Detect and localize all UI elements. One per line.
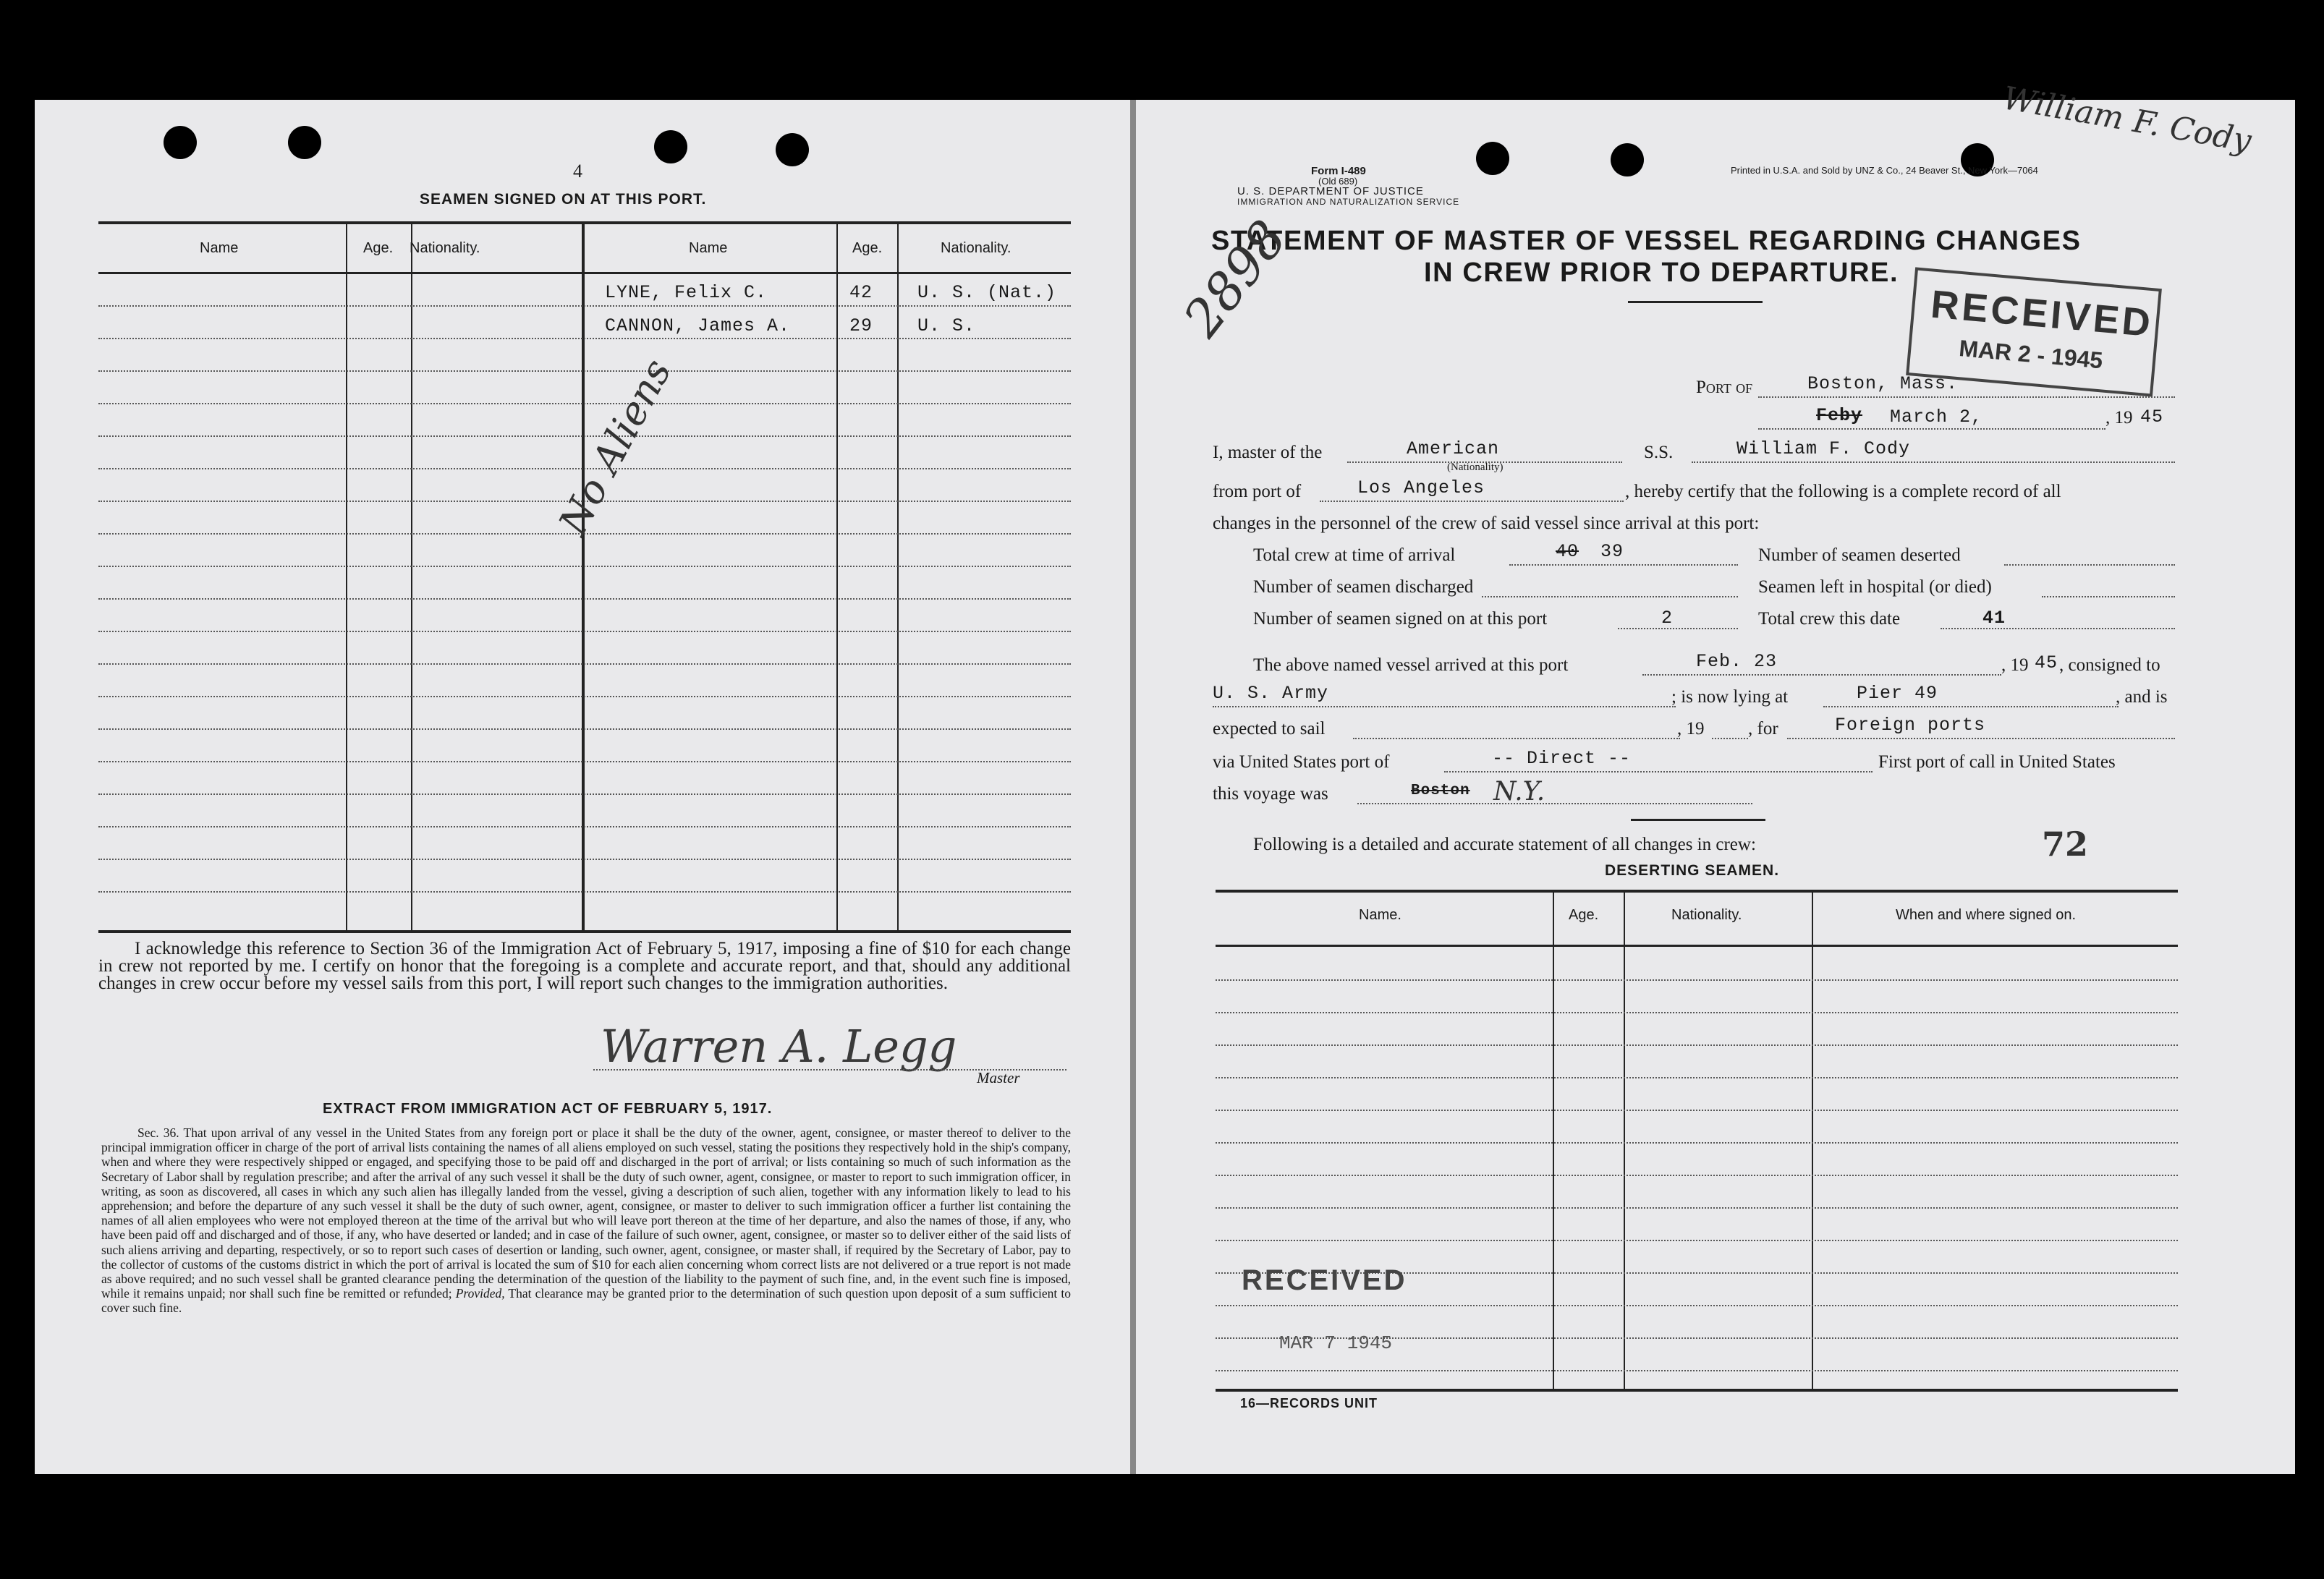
total-arrival-value: 39 (1600, 541, 1624, 562)
total-arrival-label: Total crew at time of arrival (1253, 545, 1456, 565)
column-divider (346, 221, 347, 930)
port-label: Port of (1696, 378, 1753, 397)
row-line (98, 305, 1071, 307)
sail-year-prefix: , 19 (1677, 719, 1705, 739)
column-divider (836, 221, 838, 930)
for-line (1787, 738, 2175, 739)
lying-label: ; is now lying at (1671, 687, 1789, 707)
row-line (98, 761, 1071, 762)
punch-hole (776, 133, 809, 166)
printer-line: Printed in U.S.A. and Sold by UNZ & Co., 24 Beaver St., New York—7064 (1731, 165, 2038, 176)
column-divider (582, 221, 585, 930)
column-header-age: Age. (363, 240, 394, 256)
punch-hole (1476, 142, 1509, 175)
records-unit: 16—RECORDS UNIT (1240, 1396, 1378, 1410)
following-label: Following is a detailed and accurate statement of all changes in crew: (1253, 835, 1756, 854)
deserting-table-bottom-rule (1216, 1389, 2178, 1392)
column-header-name: Name (689, 240, 728, 256)
signed-on-line (1618, 628, 1738, 629)
vessel-line (1692, 461, 2175, 463)
discharged-line (1482, 596, 1738, 597)
consignee-value: U. S. Army (1213, 683, 1329, 704)
department-name: U. S. DEPARTMENT OF JUSTICE (1237, 185, 1424, 197)
table-row-nationality: U. S. (917, 315, 976, 336)
vessel-value: William F. Cody (1736, 438, 1911, 459)
bottom-received-stamp: RECEIVED (1242, 1264, 1407, 1296)
sail-year-line (1712, 738, 1748, 739)
deserting-column-signed-on: When and where signed on. (1896, 907, 2077, 923)
table-row-nationality: U. S. (Nat.) (917, 282, 1057, 303)
total-arrival-line (1509, 564, 1738, 566)
extract-provided: Provided, (455, 1286, 505, 1301)
master-of-label: I, master of the (1213, 443, 1323, 462)
changes-text: changes in the personnel of the crew of said vessel since arrival at this port: (1213, 514, 1760, 533)
nationality-caption: (Nationality) (1447, 461, 1504, 473)
handwritten-no-aliens: No Aliens (550, 352, 680, 542)
year-prefix: , 19 (2105, 408, 2133, 427)
row-line (1216, 1370, 2178, 1371)
hospital-line (2042, 596, 2175, 597)
row-line (1216, 1044, 2178, 1046)
from-port-label: from port of (1213, 482, 1302, 501)
date-line (1758, 428, 2105, 430)
port-value: Boston, Mass. (1807, 373, 1959, 394)
arrived-year-value: 45 (2035, 652, 2058, 673)
master-signature: Warren A. Legg (601, 1020, 957, 1073)
row-line (1216, 1077, 2178, 1078)
table-row-age: 29 (849, 315, 873, 336)
received-stamp-text: RECEIVED (1929, 282, 2155, 346)
column-divider (411, 221, 412, 930)
table-header-rule (98, 272, 1071, 274)
row-line (98, 826, 1071, 827)
form-number: Form I-489 (1311, 165, 1366, 177)
punch-hole (164, 126, 197, 159)
arrived-year-prefix: , 19 (2001, 655, 2029, 675)
and-is-label: , and is (2116, 687, 2168, 707)
row-line (98, 859, 1071, 860)
row-line (98, 370, 1071, 372)
page-fold (1130, 100, 1136, 1474)
column-header-name: Name (200, 240, 239, 256)
column-header-age: Age. (852, 240, 883, 256)
deserting-table-top-rule (1216, 890, 2178, 893)
punch-hole (1611, 143, 1644, 176)
lying-value: Pier 49 (1857, 683, 1938, 704)
hospital-label: Seamen left in hospital (or died) (1758, 577, 1992, 597)
received-stamp-date: MAR 2 - 1945 (1958, 335, 2104, 374)
row-line (1216, 1305, 2178, 1306)
row-line (98, 566, 1071, 567)
via-label: via United States port of (1213, 752, 1390, 772)
consignee-line (1213, 706, 1676, 707)
extract-title: EXTRACT FROM IMMIGRATION ACT OF FEBRUARY 5, 1917. (323, 1101, 773, 1117)
certify-text: , hereby certify that the following is a complete record of all (1625, 482, 2061, 501)
deserting-column-nationality: Nationality. (1671, 907, 1742, 923)
deserting-table-header-rule (1216, 945, 2178, 947)
row-line (98, 435, 1071, 437)
column-divider (1553, 890, 1554, 1389)
changes-count: 72 (2042, 825, 2089, 864)
handwritten-file-number: 2898 (1172, 209, 1299, 348)
title-rule (1628, 301, 1763, 303)
table-row-name: LYNE, Felix C. (605, 282, 768, 303)
punch-hole (654, 130, 687, 163)
date-struck: Feby (1816, 405, 1863, 426)
table-row-age: 42 (849, 282, 873, 303)
total-date-line (1941, 628, 2175, 629)
via-line (1444, 771, 1873, 773)
acknowledgement-text: I acknowledge this reference to Section 36 of the Immigration Act of February 5, 1917, imposing a fine of $10 for each change in crew not reported by me. I certify on honor that the foregoing is a complete and accurate report, and that, should any additional changes in crew occur before my vessel sails from this port, I will report such changes to the immigration authorities. (98, 939, 1071, 993)
bottom-received-date: MAR 7 1945 (1279, 1332, 1393, 1354)
deserting-column-age: Age. (1569, 907, 1599, 923)
form-title: STATEMENT OF MASTER OF VESSEL REGARDING CHANGES (1211, 226, 2082, 256)
lying-line (1823, 706, 2119, 707)
form-title-line2: IN CREW PRIOR TO DEPARTURE. (1424, 258, 1899, 288)
column-divider (1812, 890, 1813, 1389)
row-line (1216, 1207, 2178, 1209)
page-number: 4 (573, 161, 582, 182)
signature-role: Master (977, 1069, 1020, 1086)
signed-on-value: 2 (1661, 608, 1674, 629)
extract-text (101, 1125, 1071, 1316)
column-header-nationality: Nationality. (410, 240, 480, 256)
total-arrival-struck: 40 (1556, 541, 1579, 562)
voyage-struck: Boston (1411, 783, 1470, 799)
row-line (98, 403, 1071, 404)
expected-line (1353, 738, 1680, 739)
row-line (98, 793, 1071, 795)
row-line (98, 891, 1071, 893)
discharged-label: Number of seamen discharged (1253, 577, 1474, 597)
first-port-label: First port of call in United States (1878, 752, 2116, 772)
total-date-value: 41 (1982, 608, 2006, 629)
row-line (1216, 1175, 2178, 1176)
column-header-nationality: Nationality. (941, 240, 1012, 256)
voyage-line (1357, 803, 1752, 804)
extract-body: Sec. 36. That upon arrival of any vessel in the United States from any foreign port or place it shall be the duty of the owner, agent, consignee, or master thereof to deliver to the principal immigration officer in charge of the port of arrival lists containing the names of all aliens employed on such vessel, stating the positions they respectively hold in the ship's company, when and where they were respectively shipped or engaged, and specifying those to be paid off and discharged in the port of arrival; or lists containing so much of such information as the Secretary of Labor shall by regulation prescribe; and after the arrival of any such vessel it shall be the duty of such owner, agent, consignee, or master to report to such immigration officer, in writing, as soon as discovered, all cases in which any such alien has illegally landed from the vessel, giving a description of such alien, together with any information likely to lead to his apprehension; and before the departure of any such vessel it shall be the duty of such owner, agent, consignee, or master to deliver to such immigration officer a further list containing the names of all alien employees who were not employed thereon at the time of the arrival but who will leave port thereon at the time of her departure, and also the names of those, if any, who have been paid off and discharged and of those, if any, who have deserted or landed; and in case of the failure of such owner, agent, consignee, or master so to deliver either of the said lists of such aliens arriving and departing, respectively, or so to report such cases of desertion or landing, such owner, agent, consignee, or master shall, if required by the Secretary of Labor, pay to the collector of customs of the customs district in which the port of arrival is located the sum of $10 for each alien concerning whom correct lists are not delivered or a true report is not made as above required; and no such vessel shall be granted clearance pending the determination of the question of the liability to the payment of such fine, and, in the event such fine is imposed, while it remains unpaid; nor shall such fine be remitted or refunded; (101, 1125, 1071, 1301)
service-name: IMMIGRATION AND NATURALIZATION SERVICE (1237, 197, 1460, 207)
arrived-line (1642, 674, 2001, 676)
row-line (98, 663, 1071, 665)
row-line (1216, 1240, 2178, 1241)
section-rule (1631, 819, 1765, 821)
deserting-column-name: Name. (1359, 907, 1401, 923)
punch-hole (288, 126, 321, 159)
signed-on-label: Number of seamen signed on at this port (1253, 609, 1548, 629)
from-port-value: Los Angeles (1357, 477, 1485, 498)
arrived-value: Feb. 23 (1696, 651, 1778, 672)
deserted-label: Number of seamen deserted (1758, 545, 1961, 565)
via-value: -- Direct -- (1492, 748, 1632, 769)
from-port-line (1320, 501, 1624, 502)
voyage-label: this voyage was (1213, 784, 1328, 804)
voyage-value: N.Y. (1493, 777, 1545, 806)
expected-label: expected to sail (1213, 719, 1326, 739)
handwritten-vessel-name: William F. Cody (2000, 80, 2255, 160)
left-table-title: SEAMEN SIGNED ON AT THIS PORT. (420, 191, 707, 208)
row-line (1216, 1110, 2178, 1111)
extract-body-end: That clearance may be granted prior to the determination of such question upon deposit of a sum sufficient to cover such fine. (101, 1286, 1071, 1316)
for-label: , for (1748, 719, 1778, 739)
for-value: Foreign ports (1835, 715, 1986, 736)
year-value: 45 (2140, 407, 2164, 427)
row-line (98, 338, 1071, 339)
deserting-title: DESERTING SEAMEN. (1605, 862, 1780, 879)
table-row-name: CANNON, James A. (605, 315, 791, 336)
row-line (98, 728, 1071, 730)
nationality-value: American (1407, 438, 1500, 459)
row-line (98, 631, 1071, 632)
table-bottom-rule (98, 930, 1071, 933)
date-value: March 2, (1890, 407, 1983, 427)
port-line (1758, 396, 2175, 398)
row-line (1216, 1012, 2178, 1013)
row-line (1216, 1142, 2178, 1144)
row-line (98, 696, 1071, 697)
column-divider (1624, 890, 1625, 1389)
ss-label: S.S. (1644, 443, 1674, 462)
deserted-line (2004, 564, 2175, 566)
total-date-label: Total crew this date (1758, 609, 1901, 629)
arrived-label: The above named vessel arrived at this port (1253, 655, 1569, 675)
consigned-label: , consigned to (2059, 655, 2160, 675)
column-divider (897, 221, 899, 930)
row-line (1216, 979, 2178, 981)
row-line (98, 598, 1071, 600)
table-top-rule (98, 221, 1071, 224)
form-old-number: (Old 689) (1318, 176, 1358, 187)
